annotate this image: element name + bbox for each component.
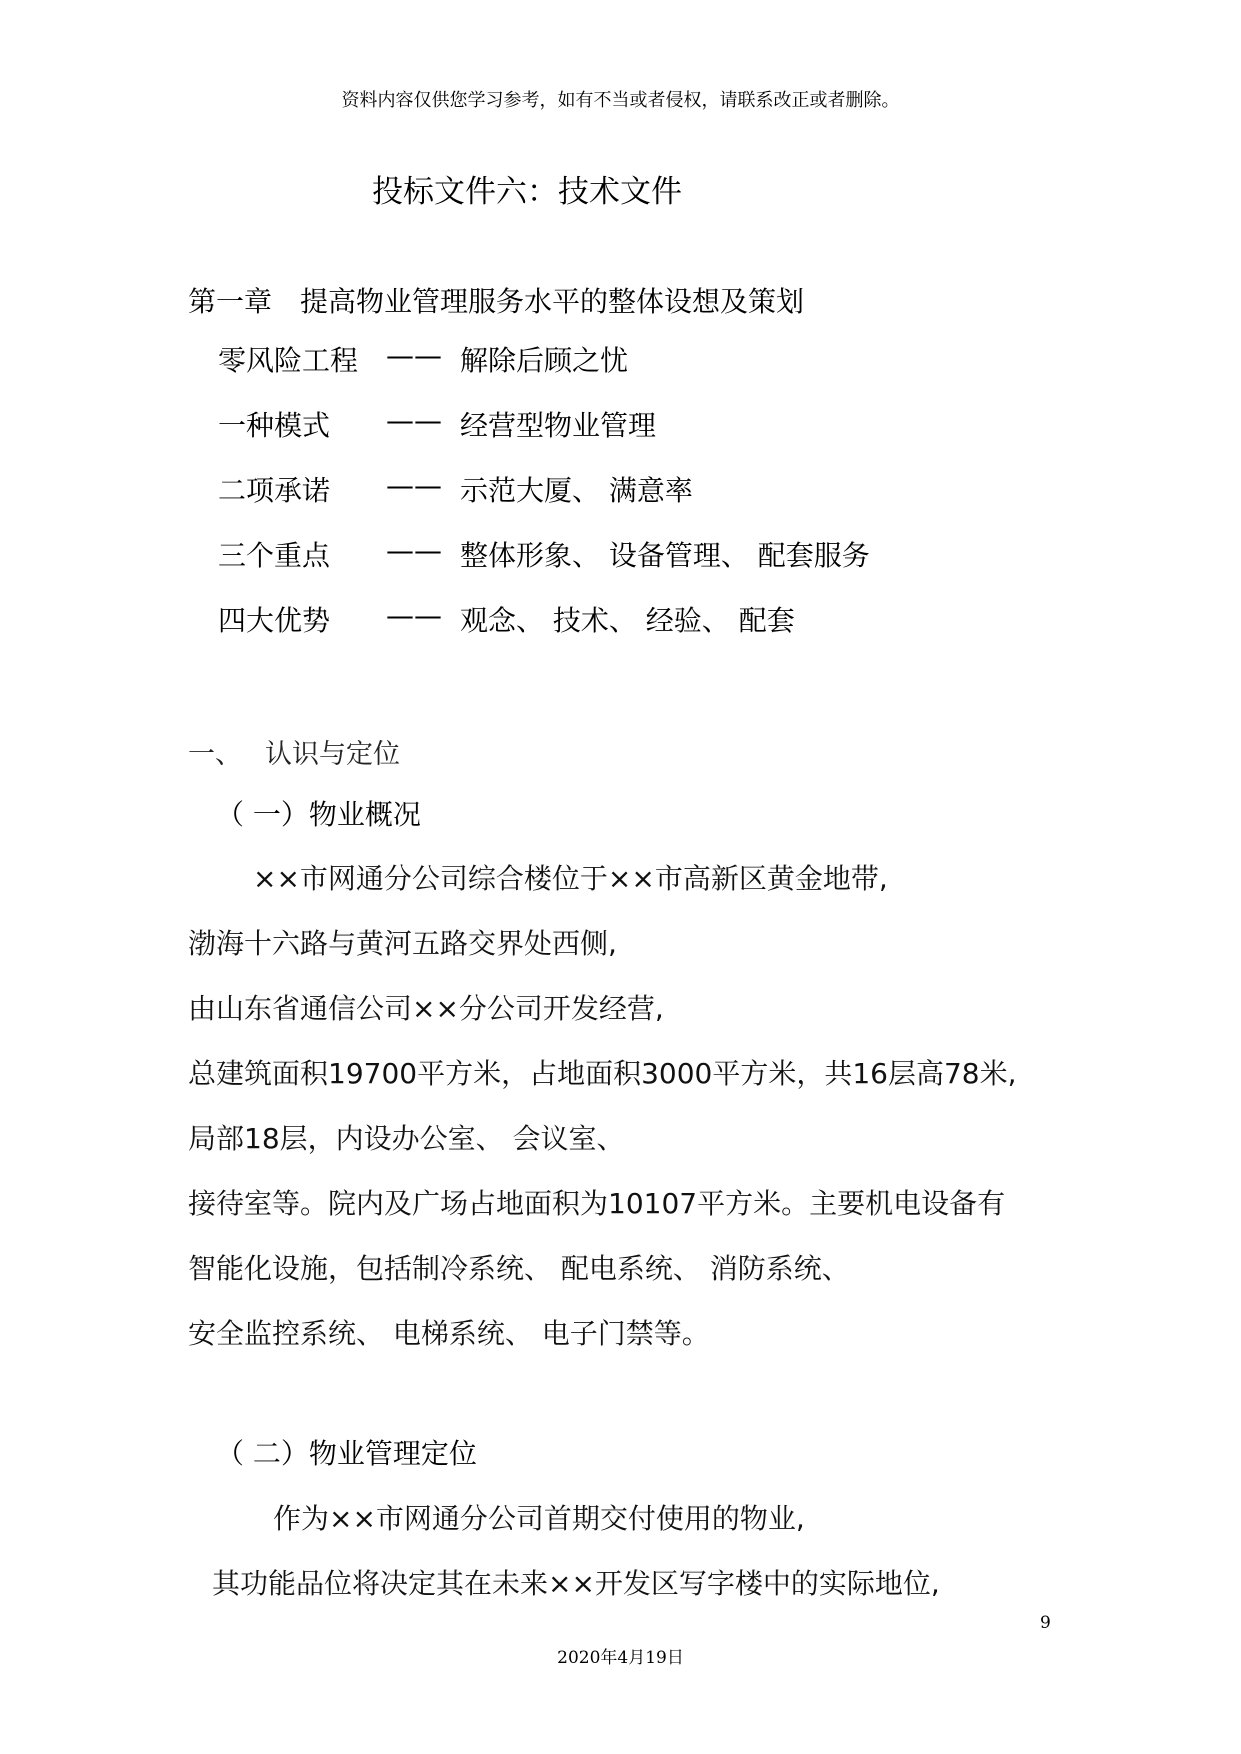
slogan-value: 经营型物业管理 (460, 409, 657, 442)
page-number: 9 (1040, 1613, 1051, 1633)
slogan-dash: —— (386, 534, 442, 567)
slogan-value: 观念、 技术、 经验、 配套 (460, 604, 795, 637)
section-number: 一、 (188, 739, 242, 770)
paragraph-line: 其功能品位将决定其在未来××开发区写字楼中的实际地位, (212, 1567, 940, 1600)
chapter-heading: 第一章 提高物业管理服务水平的整体设想及策划 (188, 285, 805, 318)
header-disclaimer: 资料内容仅供您学习参考，如有不当或者侵权，请联系改正或者删除。 (341, 90, 900, 111)
slogan-value: 示范大厦、 满意率 (460, 474, 693, 507)
paragraph-line: 智能化设施，包括制冷系统、 配电系统、 消防系统、 (188, 1252, 850, 1285)
slogan-dash: —— (386, 339, 442, 372)
slogan-key: 二项承诺 (218, 474, 331, 507)
slogan-key: 零风险工程 (218, 344, 359, 377)
paragraph-line: 接待室等。院内及广场占地面积为10107平方米。主要机电设备有 (188, 1187, 1006, 1220)
document-title: 投标文件六：技术文件 (372, 174, 682, 210)
slogan-dash: —— (386, 469, 442, 502)
paragraph-line: 局部18层，内设办公室、 会议室、 (188, 1122, 625, 1155)
footer-date: 2020年4月19日 (557, 1648, 684, 1668)
slogan-value: 解除后顾之忧 (460, 344, 629, 377)
subsection-heading: （ 一）物业概况 (216, 798, 421, 831)
paragraph-line: 总建筑面积19700平方米，占地面积3000平方米，共16层高78米, (188, 1057, 1017, 1090)
subsection-heading: （ 二）物业管理定位 (216, 1437, 477, 1470)
paragraph-line: 安全监控系统、 电梯系统、 电子门禁等。 (188, 1317, 710, 1350)
slogan-dash: —— (386, 404, 442, 437)
slogan-dash: —— (386, 599, 442, 632)
slogan-value: 整体形象、 设备管理、 配套服务 (460, 539, 870, 572)
paragraph-line: ××市网通分公司综合楼位于××市高新区黄金地带, (253, 862, 888, 895)
section-title: 认识与定位 (265, 739, 400, 770)
paragraph-line: 由山东省通信公司××分公司开发经营, (188, 992, 664, 1025)
slogan-key: 一种模式 (218, 409, 331, 442)
paragraph-line: 作为××市网通分公司首期交付使用的物业, (273, 1502, 805, 1535)
slogan-key: 三个重点 (218, 539, 331, 572)
paragraph-line: 渤海十六路与黄河五路交界处西侧, (188, 927, 617, 960)
slogan-key: 四大优势 (218, 604, 331, 637)
